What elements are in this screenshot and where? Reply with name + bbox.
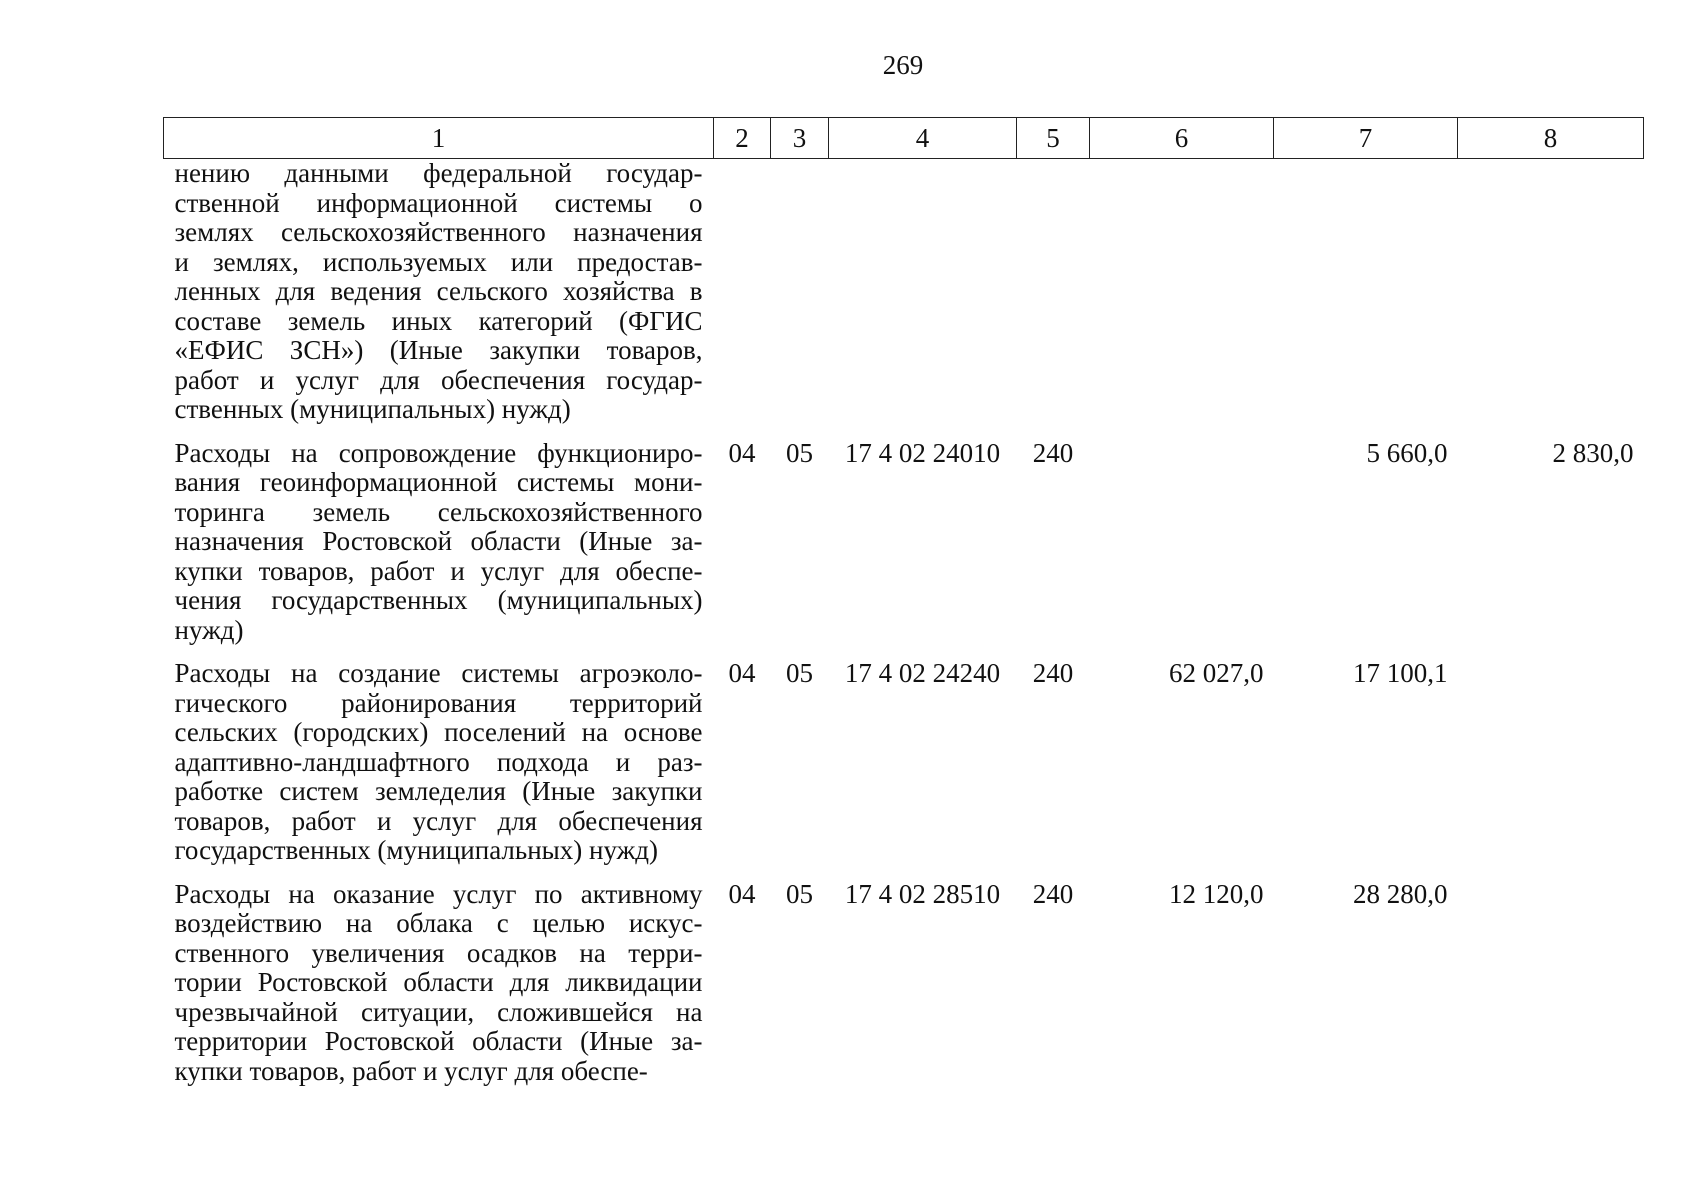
description-line: товаров, работ и услуг для обеспечения <box>174 805 703 836</box>
description-line: и землях, используемых или предостав- <box>174 246 703 277</box>
section-code: 04 <box>728 878 756 909</box>
description-text <box>175 159 703 425</box>
description-line: составе земель иных категорий (ФГИС <box>174 305 703 336</box>
target-article-code: 17 4 02 24240 <box>844 658 1001 688</box>
description-line: воздействию на облака с целью искус- <box>174 908 703 938</box>
description-line: государственных (муниципальных) нужд) <box>174 835 659 865</box>
description-text <box>175 659 703 866</box>
description-line: тории Ростовской области для ликвидации <box>174 967 703 997</box>
expense-type-code: 240 <box>1032 658 1074 688</box>
table-row <box>164 159 1644 439</box>
column-header-3: 3 <box>771 118 829 159</box>
section-code: 04 <box>728 437 756 468</box>
column-header-4: 4 <box>829 118 1017 159</box>
section-code <box>714 159 771 439</box>
description-line: торинга земель сельскохозяйственного <box>174 496 703 527</box>
description-line: нению данными федеральной государ- <box>174 158 703 188</box>
description-line: сельских (городских) поселений на основе <box>174 717 703 747</box>
row-description <box>164 439 714 660</box>
column-header-6: 6 <box>1090 118 1274 159</box>
description-line: чения государственных (муниципальных) <box>174 585 703 615</box>
subsection-code: 05 <box>786 878 813 909</box>
row-description <box>164 880 714 1101</box>
table-row <box>164 439 1644 660</box>
amount-col-7 <box>1274 159 1458 439</box>
expense-type-code: 240 <box>1032 878 1074 909</box>
description-line: работке систем земледелия (Иные закупки <box>174 776 703 806</box>
row-description <box>164 159 714 439</box>
table-body <box>164 159 1644 1101</box>
amount-col-6: 62 027,0 <box>1169 658 1264 688</box>
description-line: Расходы на создание системы агроэколо- <box>174 658 703 688</box>
description-line: назначения Ростовской области (Иные за- <box>174 526 703 556</box>
column-header-5: 5 <box>1017 118 1090 159</box>
description-line: купки товаров, работ и услуг для обеспе- <box>174 1055 648 1086</box>
table-row <box>164 880 1644 1101</box>
description-line: ственных (муниципальных) нужд) <box>174 394 571 424</box>
target-article-code <box>829 159 1017 439</box>
page-number: 269 <box>882 50 924 80</box>
subsection-code: 05 <box>786 658 813 688</box>
amount-col-6 <box>1090 159 1274 439</box>
amount-col-6 <box>1090 439 1274 660</box>
amount-col-7: 17 100,1 <box>1353 658 1448 688</box>
description-line: ленных для ведения сельского хозяйства в <box>174 276 703 306</box>
expense-type-code <box>1017 159 1090 439</box>
amount-col-7: 5 660,0 <box>1366 437 1448 468</box>
column-header-1: 1 <box>164 118 714 159</box>
description-line: «ЕФИС ЗСН») (Иные закупки товаров, <box>174 335 703 365</box>
description-line: ственной информационной системы о <box>174 187 703 218</box>
amount-col-7: 28 280,0 <box>1353 878 1448 909</box>
budget-table <box>163 117 1644 1100</box>
subsection-code <box>771 159 829 439</box>
amount-col-8 <box>1458 659 1644 880</box>
description-line: ственного увеличения осадков на терри- <box>174 937 703 968</box>
description-line: землях сельскохозяйственного назначения <box>174 217 703 247</box>
description-line: Расходы на оказание услуг по активному <box>174 878 703 909</box>
description-line: нужд) <box>174 614 244 645</box>
target-article-code: 17 4 02 24010 <box>844 437 1001 468</box>
description-line: вания геоинформационной системы мони- <box>174 467 703 497</box>
description-line: адаптивно-ландшафтного подхода и раз- <box>174 746 703 777</box>
header-row <box>164 118 1644 159</box>
description-line: работ и услуг для обеспечения государ- <box>174 364 703 395</box>
budget-table-container <box>163 117 1643 1100</box>
description-text <box>175 880 703 1087</box>
row-description <box>164 659 714 880</box>
section-code: 04 <box>728 658 756 688</box>
description-line: Расходы на сопровождение функциониро- <box>174 437 703 468</box>
description-text <box>175 439 703 646</box>
column-header-7: 7 <box>1274 118 1458 159</box>
column-header-8: 8 <box>1458 118 1644 159</box>
description-line: купки товаров, работ и услуг для обеспе- <box>174 555 703 586</box>
subsection-code: 05 <box>786 437 813 468</box>
amount-col-8 <box>1458 159 1644 439</box>
description-line: гического районирования территорий <box>174 687 703 718</box>
expense-type-code: 240 <box>1032 437 1074 468</box>
description-line: территории Ростовской области (Иные за- <box>174 1026 703 1056</box>
target-article-code: 17 4 02 28510 <box>844 878 1001 909</box>
table-row <box>164 659 1644 880</box>
description-line: чрезвычайной ситуации, сложившейся на <box>174 996 703 1027</box>
amount-col-6: 12 120,0 <box>1169 878 1264 909</box>
column-header-2: 2 <box>714 118 771 159</box>
amount-col-8 <box>1458 880 1644 1101</box>
amount-col-8: 2 830,0 <box>1552 437 1634 468</box>
